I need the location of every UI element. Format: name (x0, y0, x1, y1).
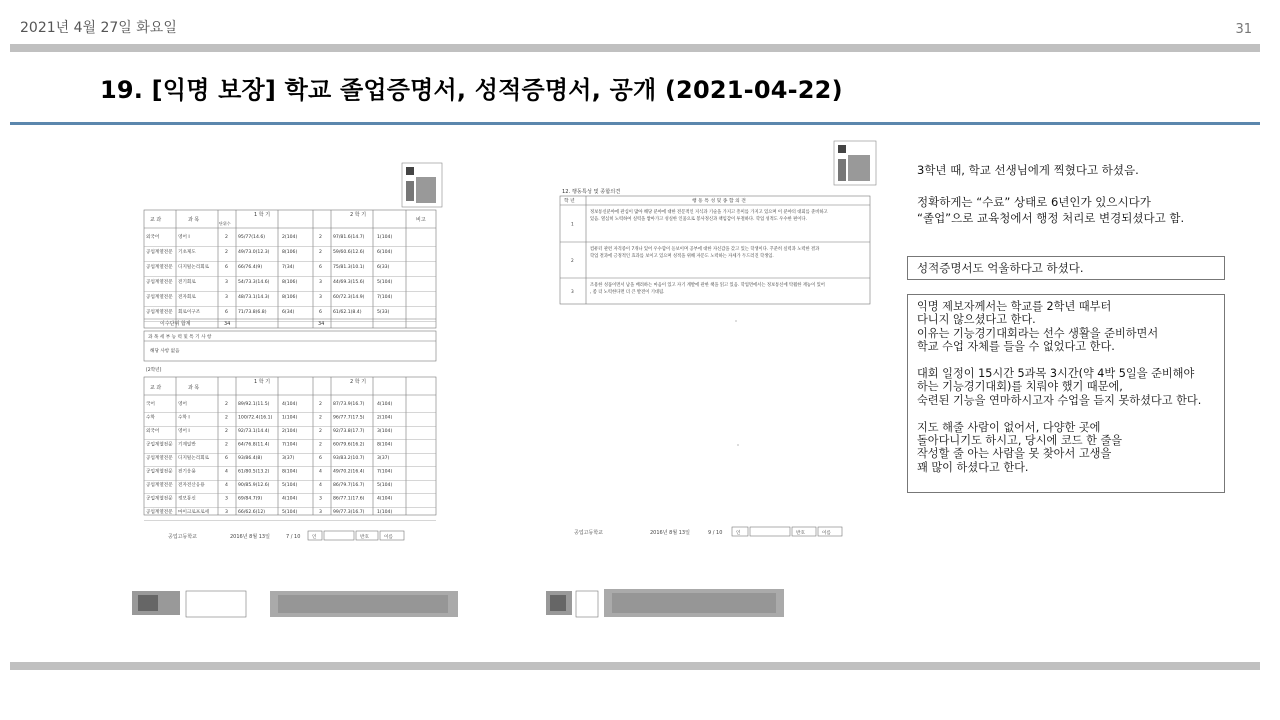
cell-score-1: 89/92.1(11.5) (238, 402, 270, 407)
cell-units-2: 3 (319, 280, 322, 285)
cell-score-1: 69/84.7(9) (238, 496, 263, 502)
cell-rank-2: 2(104) (377, 415, 393, 421)
cell-rank-1: 3(37) (282, 456, 295, 461)
grades-table-sem1 (144, 233, 436, 322)
cell-score-1: 66/62.6(12) (238, 510, 266, 515)
cell-rank-1: 7(34) (282, 265, 295, 270)
cell-rank-2: 8(104) (377, 442, 393, 448)
col-subject-group-2: 교 과 (150, 385, 162, 391)
cell-units-1: 2 (225, 442, 228, 448)
cell-rank-1: 4(104) (282, 496, 298, 502)
cell-subject: 회로이구조 (178, 310, 201, 315)
cell-units-1: 2 (225, 402, 228, 407)
col-note: 비고 (416, 217, 426, 223)
cell-score-1: 92/73.1(14.4) (238, 429, 270, 434)
cell-rank-2: 1(104) (377, 510, 393, 515)
grades-table-sem2 (144, 400, 436, 521)
cell-score-1: 90/85.9(12.6) (238, 483, 270, 488)
cell-subject: 영어 I (178, 429, 190, 434)
cell-score-1: 54/73.3(14.6) (238, 280, 270, 285)
total-sem2: 34 (318, 321, 325, 327)
cell-subject: 전자전산응용 (178, 483, 205, 488)
opinion-year: 2 (571, 259, 574, 264)
cell-units-1: 3 (225, 295, 228, 300)
cell-rank-2: 4(104) (377, 402, 393, 407)
opinion-text-line: 있음. 열심히 노력하여 실력을 쌓아가고 성실한 인품으로 봉사정신과 책임감이 투철하다. 학업 성적도 우수한 편이다. (590, 217, 807, 222)
cell-units-2: 2 (319, 402, 322, 407)
cell-rank-1: 2(104) (282, 235, 298, 240)
cell-subject: 정보통신 (178, 496, 196, 502)
col-units: 단위수 (219, 221, 231, 226)
cell-units-2: 6 (319, 456, 322, 461)
col-subject-2: 과 목 (188, 385, 200, 391)
cell-score-2: 86/77.1(17.6) (333, 496, 365, 502)
cell-rank-1: 8(106) (282, 280, 298, 285)
slide-date: 2021년 4월 27일 화요일 (20, 20, 177, 36)
slide-title: 19. [익명 보장] 학교 졸업증명서, 성적증명서, 공개 (2021-04-22) (100, 76, 843, 104)
cell-score-2: 96/77.7(17.5) (333, 415, 365, 421)
cell-rank-1: 8(106) (282, 295, 298, 300)
cell-rank-1: 1(104) (282, 415, 298, 421)
cell-group: 공업계열전문 (146, 310, 173, 315)
note-box-grades: 성적증명서도 억울하다고 하셨다. (907, 256, 1225, 280)
cell-units-2: 2 (319, 250, 322, 255)
censored-strip-right (546, 589, 784, 617)
cell-rank-1: 8(106) (282, 250, 298, 255)
cell-group: 공업계열전문 (146, 265, 173, 270)
cell-units-1: 3 (225, 280, 228, 285)
cell-group: 공업계열전문 (146, 250, 173, 255)
opinion-year: 1 (571, 222, 574, 228)
cell-subject: 디지털논리회로 (178, 265, 210, 270)
cell-group: 수학 (146, 415, 155, 421)
cell-units-1: 4 (225, 483, 228, 488)
cell-score-1: 100/72.4(16.1) (238, 415, 273, 421)
cell-rank-2: 6(104) (377, 250, 393, 255)
cell-units-2: 6 (319, 310, 322, 315)
cell-score-2: 44/69.3(15.6) (333, 280, 365, 285)
cell-units-1: 2 (225, 415, 228, 421)
cell-rank-2: 4(104) (377, 496, 393, 502)
cell-rank-1: 2(104) (282, 429, 298, 434)
cell-units-1: 3 (225, 496, 228, 502)
cell-score-2: 60/72.3(14.9) (333, 295, 365, 300)
footer-date-left: 2016년 8월 13일 (230, 534, 270, 540)
cell-units-1: 6 (225, 265, 228, 270)
semester1-header-2: 1 학 기 (254, 379, 271, 385)
cell-group: 공업계열전문 (146, 280, 173, 285)
cell-group: 외국어 (146, 429, 160, 434)
special-header: 과 목 세 부 능 력 및 특 기 사 항 (148, 335, 212, 340)
cell-subject: 기초제도 (178, 250, 196, 255)
note-text: 3학년 때, 학교 선생님에게 찍혔다고 하셨음. 정확하게는 “수료” 상태로 6년인가 있으시다가 “졸업”으로 교육청에서 행정 처리로 변경되셨다고 함. (917, 163, 1185, 225)
col-subject-group: 교 과 (150, 217, 162, 223)
footer-page-right: 9 / 10 (708, 530, 723, 536)
cell-group: 공업계열전문 (146, 456, 173, 461)
cell-units-1: 3 (225, 510, 228, 515)
cell-units-1: 2 (225, 250, 228, 255)
cell-subject: 디지털논리회로 (178, 456, 210, 461)
transcript-scan-left (128, 155, 468, 633)
cell-rank-2: 6(33) (377, 265, 390, 270)
col-opinion: 행 동 특 성 및 종 합 의 견 (692, 199, 746, 204)
note-box-story: 익명 제보자께서는 학교를 2학년 때부터 다니지 않으셨다고 한다. 이유는 기능경기대회라는 선수 생활을 준비하면서 학교 수업 자체를 들을 수 없었다고 한다. 대회 일정이 15시간 5과목 3시간(약 4박 5일을 준비해야 하는 기능경기대회)를 치뤄야 했기 때문에, 숙련된 기능을 연마하시고자 수업을 듣지 못하셨다고 한다. 지도 해줄 사람이 없어서, 다양한 곳에 돌아다니기도 하시고, 당시에 코드 한 줄을 작성할 줄 아는 사람을 못 찾아서 고생을 꽤 많이 하셨다고 한다. (907, 294, 1225, 493)
cell-group: 공업계열전문 (146, 469, 173, 475)
footer-stamp-right: 인 (736, 531, 741, 536)
cell-score-2: 93/83.2(10.7) (333, 456, 365, 461)
cell-rank-1: 4(104) (282, 402, 298, 407)
cell-group: 공업계열전문 (146, 295, 173, 300)
cell-subject: 수학 I (178, 415, 190, 421)
cell-rank-2: 3(104) (377, 429, 393, 434)
cell-group: 공업계열전문 (146, 442, 173, 448)
censored-strip-left (132, 591, 458, 617)
cell-subject: 마이크로프로세 (178, 510, 210, 515)
cell-subject: 영어 (178, 402, 187, 407)
cell-rank-1: 5(104) (282, 510, 298, 515)
cell-score-1: 93/86.4(8) (238, 456, 263, 461)
cell-score-2: 97/81.6(14.7) (333, 235, 365, 240)
opinion-text-line: 학업 결과에 긍정적인 효과를 보이고 있으며 성적을 위해 자문도 노력하는 자세가 두드러진 학생임. (590, 254, 774, 259)
footer-box1-right: 반호 (796, 531, 805, 536)
total-sem1: 34 (224, 321, 231, 327)
barcode-stamp-right (834, 141, 876, 185)
cell-subject: 전기회로 (178, 280, 196, 285)
cell-units-2: 3 (319, 510, 322, 515)
cell-subject: 영어 I (178, 235, 190, 240)
footer-box2-right: 이름 (822, 531, 831, 536)
footer-box2-left: 이름 (384, 535, 393, 540)
cell-subject: 기계일반 (178, 442, 196, 448)
cell-rank-2: 3(37) (377, 456, 390, 461)
cell-group: 외국어 (146, 235, 160, 240)
cell-units-2: 4 (319, 483, 322, 488)
footer-box1-left: 반호 (360, 535, 369, 540)
special-note: 해당 사항 없음 (150, 349, 180, 354)
cell-units-2: 4 (319, 469, 322, 475)
cell-rank-2: 5(104) (377, 280, 393, 285)
footer-stamp-left: 인 (312, 535, 317, 540)
cell-units-1: 4 (225, 469, 228, 475)
cell-rank-2: 1(104) (377, 235, 393, 240)
cell-group: 공업계열전문 (146, 483, 173, 488)
grade-label: [2학년] (146, 368, 162, 373)
cell-rank-1: 5(104) (282, 483, 298, 488)
semester2-header: 2 학 기 (350, 212, 367, 218)
footer-page-left: 7 / 10 (286, 534, 301, 540)
cell-units-2: 6 (319, 265, 322, 270)
footer-school-left: 공업고등학교 (168, 534, 197, 540)
cell-score-1: 71/73.8(6.8) (238, 310, 267, 315)
title-underline (10, 122, 1260, 125)
cell-score-2: 87/73.9(16.7) (333, 402, 365, 407)
cell-score-2: 49/70.2(16.4) (333, 469, 365, 475)
total-label: 이수단위 합계 (160, 321, 191, 327)
cell-rank-2: 5(104) (377, 483, 393, 488)
transcript-scan-right (542, 135, 890, 633)
cell-score-1: 66/76.4(9) (238, 265, 263, 270)
opinion-year: 3 (571, 290, 574, 295)
top-divider (10, 44, 1260, 52)
cell-group: 국어 (146, 402, 155, 407)
cell-group: 공업계열전문 (146, 510, 173, 515)
opinion-text-line: 정보통신분야에 관심이 많아 해당 분야에 대한 전문적인 지식과 기술을 가지고 흥미를 가지고 있으며 이 분야의 대회를 준비하고 (590, 210, 828, 215)
cell-score-1: 61/80.5(13.2) (238, 469, 270, 475)
cell-rank-1: 7(104) (282, 442, 298, 448)
cell-units-1: 6 (225, 456, 228, 461)
col-year: 학 년 (564, 199, 575, 204)
cell-score-2: 99/77.3(16.7) (333, 510, 365, 515)
cell-score-1: 48/73.1(14.3) (238, 295, 270, 300)
cell-rank-2: 7(104) (377, 469, 393, 475)
cell-score-1: 64/76.8(11.4) (238, 442, 270, 448)
cell-score-2: 59/60.6(12.6) (333, 250, 365, 255)
cell-units-2: 2 (319, 429, 322, 434)
cell-score-1: 95/77(14.6) (238, 235, 266, 240)
cell-score-2: 60/79.6(16.2) (333, 442, 365, 448)
cell-units-2: 3 (319, 295, 322, 300)
opinion-text-line: 컴퓨터 관련 자격증이 7개나 있어 우수함이 돋보이며 공부에 대한 자신감을 갖고 있는 학생이다. 꾸준히 실력과 노력한 결과 (590, 247, 820, 252)
cell-subject: 전자회로 (178, 295, 196, 300)
col-subject: 과 목 (188, 217, 200, 223)
cell-units-1: 6 (225, 310, 228, 315)
cell-units-2: 3 (319, 496, 322, 502)
cell-score-2: 75/81.3(10.1) (333, 265, 365, 270)
opinion-section-title: 12. 행동특성 및 종합의견 (562, 189, 621, 195)
semester1-header: 1 학 기 (254, 212, 271, 218)
cell-score-2: 92/73.8(17.7) (333, 429, 365, 434)
cell-units-2: 2 (319, 415, 322, 421)
bottom-divider (10, 662, 1260, 670)
footer-date-right: 2016년 8월 13일 (650, 530, 690, 536)
cell-units-2: 2 (319, 235, 322, 240)
opinion-table (571, 208, 829, 295)
cell-subject: 전기응용 (178, 469, 196, 475)
cell-rank-2: 7(104) (377, 295, 393, 300)
semester2-header-2: 2 학 기 (350, 379, 367, 385)
opinion-text-line: , 좀 더 노력한다면 더 큰 발전이 기대됨. (590, 290, 665, 295)
cell-rank-2: 5(33) (377, 310, 390, 315)
cell-units-1: 2 (225, 235, 228, 240)
cell-score-1: 49/73.0(12.3) (238, 250, 270, 255)
cell-units-1: 2 (225, 429, 228, 434)
page-number: 31 (1235, 22, 1252, 37)
cell-units-2: 2 (319, 442, 322, 448)
cell-score-2: 61/62.1(8.4) (333, 310, 362, 315)
cell-score-2: 86/79.7(16.7) (333, 483, 365, 488)
footer-school-right: 공업고등학교 (574, 530, 603, 536)
barcode-stamp-left (402, 163, 442, 207)
cell-group: 공업계열전문 (146, 496, 173, 502)
opinion-text-line: 조용한 성품이면서 남을 배려하는 마음이 있고 자기 계발에 관한 책을 읽고 있음. 학업면에서는 정보통신에 탁월한 재능이 있어 (590, 283, 825, 288)
cell-rank-1: 6(34) (282, 310, 295, 315)
cell-rank-1: 8(104) (282, 469, 298, 475)
